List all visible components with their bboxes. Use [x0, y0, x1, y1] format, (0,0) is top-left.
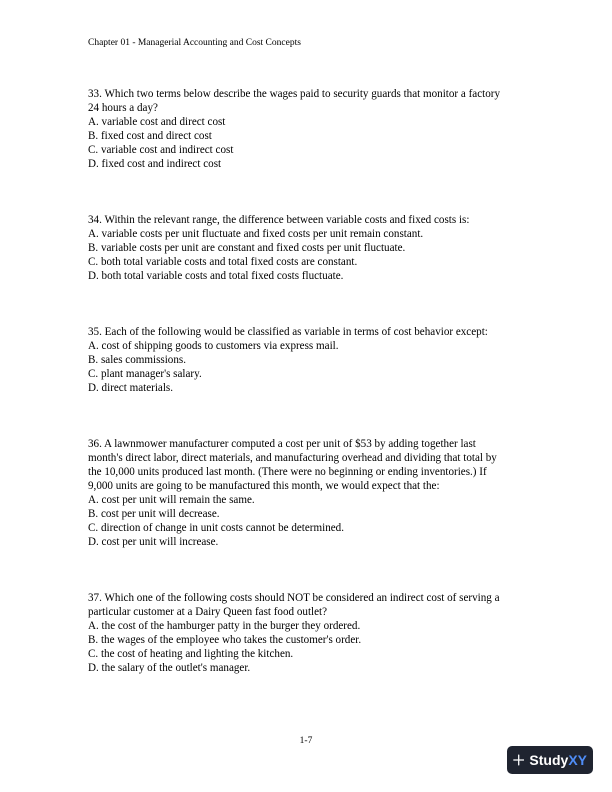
question-stem-line: month's direct labor, direct materials, and manufacturing overhead and dividing that total by: [88, 452, 497, 464]
studyxy-badge[interactable]: [507, 746, 593, 774]
question-stem-line: 35. Each of the following would be classified as variable in terms of cost behavior except:: [88, 326, 488, 338]
answer-option-d: D. direct materials.: [88, 382, 174, 394]
answer-option-d: D. fixed cost and indirect cost: [88, 158, 222, 170]
brand-xy-text: XY: [568, 752, 587, 768]
answer-option-c: C. both total variable costs and total fixed costs are constant.: [88, 256, 358, 268]
question-33: [88, 87, 548, 171]
answer-option-b: B. sales commissions.: [88, 354, 186, 366]
question-35: [88, 325, 548, 395]
answer-option-a: A. cost per unit will remain the same.: [88, 494, 255, 506]
page-number: 1-7: [299, 736, 313, 746]
answer-option-c: C. direction of change in unit costs cannot be determined.: [88, 522, 345, 534]
question-stem-line: 36. A lawnmower manufacturer computed a cost per unit of $53 by adding together last: [88, 438, 476, 450]
question-34: [88, 213, 548, 283]
chapter-header: Chapter 01 - Managerial Accounting and Cost Concepts: [88, 38, 301, 48]
question-stem-line: the 10,000 units produced last month. (There were no beginning or ending inventories.) If: [88, 466, 487, 478]
answer-option-c: C. the cost of heating and lighting the kitchen.: [88, 648, 294, 660]
question-36: [88, 437, 548, 549]
answer-option-a: A. variable cost and direct cost: [88, 116, 226, 128]
question-stem-line: 24 hours a day?: [88, 102, 158, 114]
answer-option-a: A. cost of shipping goods to customers via express mail.: [88, 340, 339, 352]
brand-study-text: Study: [529, 752, 569, 768]
answer-option-b: B. fixed cost and direct cost: [88, 130, 212, 142]
answer-option-c: C. variable cost and indirect cost: [88, 144, 234, 156]
answer-option-b: B. variable costs per unit are constant and fixed costs per unit fluctuate.: [88, 242, 406, 254]
question-stem-line: 33. Which two terms below describe the wages paid to security guards that monitor a factory: [88, 88, 500, 100]
answer-option-a: A. variable costs per unit fluctuate and fixed costs per unit remain constant.: [88, 228, 424, 240]
answer-option-b: B. the wages of the employee who takes the customer's order.: [88, 634, 362, 646]
question-stem-line: 34. Within the relevant range, the difference between variable costs and fixed costs is:: [88, 214, 470, 226]
question-stem-line: 9,000 units are going to be manufactured this month, we would expect that the:: [88, 480, 440, 492]
answer-option-d: D. the salary of the outlet's manager.: [88, 662, 251, 674]
answer-option-c: C. plant manager's salary.: [88, 368, 202, 380]
plus-icon: [513, 753, 524, 767]
answer-option-a: A. the cost of the hamburger patty in the burger they ordered.: [88, 620, 361, 632]
answer-option-b: B. cost per unit will decrease.: [88, 508, 220, 520]
question-stem-line: 37. Which one of the following costs should NOT be considered an indirect cost of serving a: [88, 592, 500, 604]
question-stem-line: particular customer at a Dairy Queen fast food outlet?: [88, 606, 328, 618]
answer-option-d: D. both total variable costs and total fixed costs fluctuate.: [88, 270, 344, 282]
answer-option-d: D. cost per unit will increase.: [88, 536, 219, 548]
question-37: [88, 591, 548, 675]
